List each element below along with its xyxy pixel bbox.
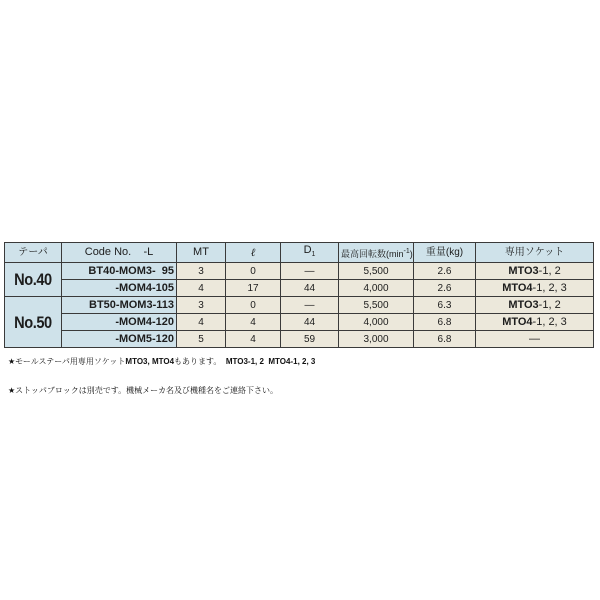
footnote-stopper-block <box>8 386 315 396</box>
socket-variants: — <box>529 332 540 345</box>
mt-cell: 5 <box>177 331 226 348</box>
weight-cell: 2.6 <box>414 263 476 280</box>
star-icon: ★ <box>8 385 16 395</box>
socket-variants: -1, 2, 3 <box>532 315 567 328</box>
header-max-rpm <box>339 243 414 263</box>
taper-no40-cell <box>5 263 62 297</box>
footnotes <box>8 338 315 414</box>
header-ell: ℓ <box>226 243 281 263</box>
header-row <box>5 243 594 263</box>
ell-cell: 17 <box>226 280 281 297</box>
table-row <box>5 297 594 314</box>
taper-no40-label: No.40 <box>14 270 52 290</box>
socket-cell <box>476 331 594 348</box>
socket-cell <box>476 314 594 331</box>
d1-base: D <box>303 244 312 256</box>
mt-cell: 4 <box>177 280 226 297</box>
socket-variants: -1, 2, 3 <box>532 281 567 294</box>
weight-cell: 6.3 <box>414 297 476 314</box>
d1-cell: — <box>281 297 339 314</box>
taper-no50-label: No.50 <box>14 312 52 332</box>
ell-cell: 0 <box>226 297 281 314</box>
footnote-socket-availability <box>8 357 315 367</box>
mt-cell: 3 <box>177 297 226 314</box>
rpm-base: 最高回転数(min <box>341 248 404 259</box>
code-cell: -MOM4-105 <box>62 280 177 297</box>
footnote2-text: ストッパブロックは別売です。機械メーカ名及び機種名をご連絡下さい。 <box>15 385 278 395</box>
table-row <box>5 314 594 331</box>
socket-cell <box>476 263 594 280</box>
footnote1-models: MTO3, MTO4 <box>125 357 175 366</box>
socket-variants: -1, 2 <box>538 264 561 277</box>
footnote1-mid: もあります。 <box>174 357 226 366</box>
d1-cell: — <box>281 263 339 280</box>
socket-variants: -1, 2 <box>538 298 561 311</box>
code-cell: -MOM4-120 <box>62 314 177 331</box>
footnote1-variants: MTO3-1, 2 MTO4-1, 2, 3 <box>225 357 316 366</box>
ell-cell: 4 <box>226 314 281 331</box>
rpm-sup: -1 <box>403 247 410 255</box>
header-socket: 専用ソケット <box>476 243 594 263</box>
spec-table <box>4 242 594 348</box>
d1-sub: 1 <box>311 251 316 259</box>
rpm-cell: 5,500 <box>339 263 414 280</box>
code-cell: -MOM5-120 <box>62 331 177 348</box>
mt-cell: 4 <box>177 314 226 331</box>
socket-cell <box>476 280 594 297</box>
ell-cell: 4 <box>226 331 281 348</box>
star-icon: ★ <box>8 357 16 366</box>
rpm-close: ) <box>409 248 413 259</box>
weight-cell: 2.6 <box>414 280 476 297</box>
ell-cell: 0 <box>226 263 281 280</box>
socket-model: MTO3 <box>508 264 539 277</box>
header-d1 <box>281 243 339 263</box>
table-row <box>5 280 594 297</box>
footnote1-text: モールステーパ用専用ソケット <box>15 357 126 366</box>
rpm-cell: 3,000 <box>339 331 414 348</box>
code-cell: BT40-MOM3- 95 <box>62 263 177 280</box>
table-row <box>5 263 594 280</box>
rpm-cell: 4,000 <box>339 314 414 331</box>
socket-model: MTO4 <box>502 315 533 328</box>
socket-cell <box>476 297 594 314</box>
header-code-no: Code No. -L <box>62 243 177 263</box>
weight-cell: 6.8 <box>414 331 476 348</box>
header-taper: テーパ <box>5 243 62 263</box>
rpm-cell: 5,500 <box>339 297 414 314</box>
weight-cell: 6.8 <box>414 314 476 331</box>
d1-cell: 44 <box>281 280 339 297</box>
code-cell: BT50-MOM3-113 <box>62 297 177 314</box>
socket-model: MTO4 <box>502 281 533 294</box>
header-weight: 重量(kg) <box>414 243 476 263</box>
mt-cell: 3 <box>177 263 226 280</box>
d1-cell: 44 <box>281 314 339 331</box>
socket-model: MTO3 <box>508 298 539 311</box>
header-mt: MT <box>177 243 226 263</box>
rpm-cell: 4,000 <box>339 280 414 297</box>
d1-cell: 59 <box>281 331 339 348</box>
